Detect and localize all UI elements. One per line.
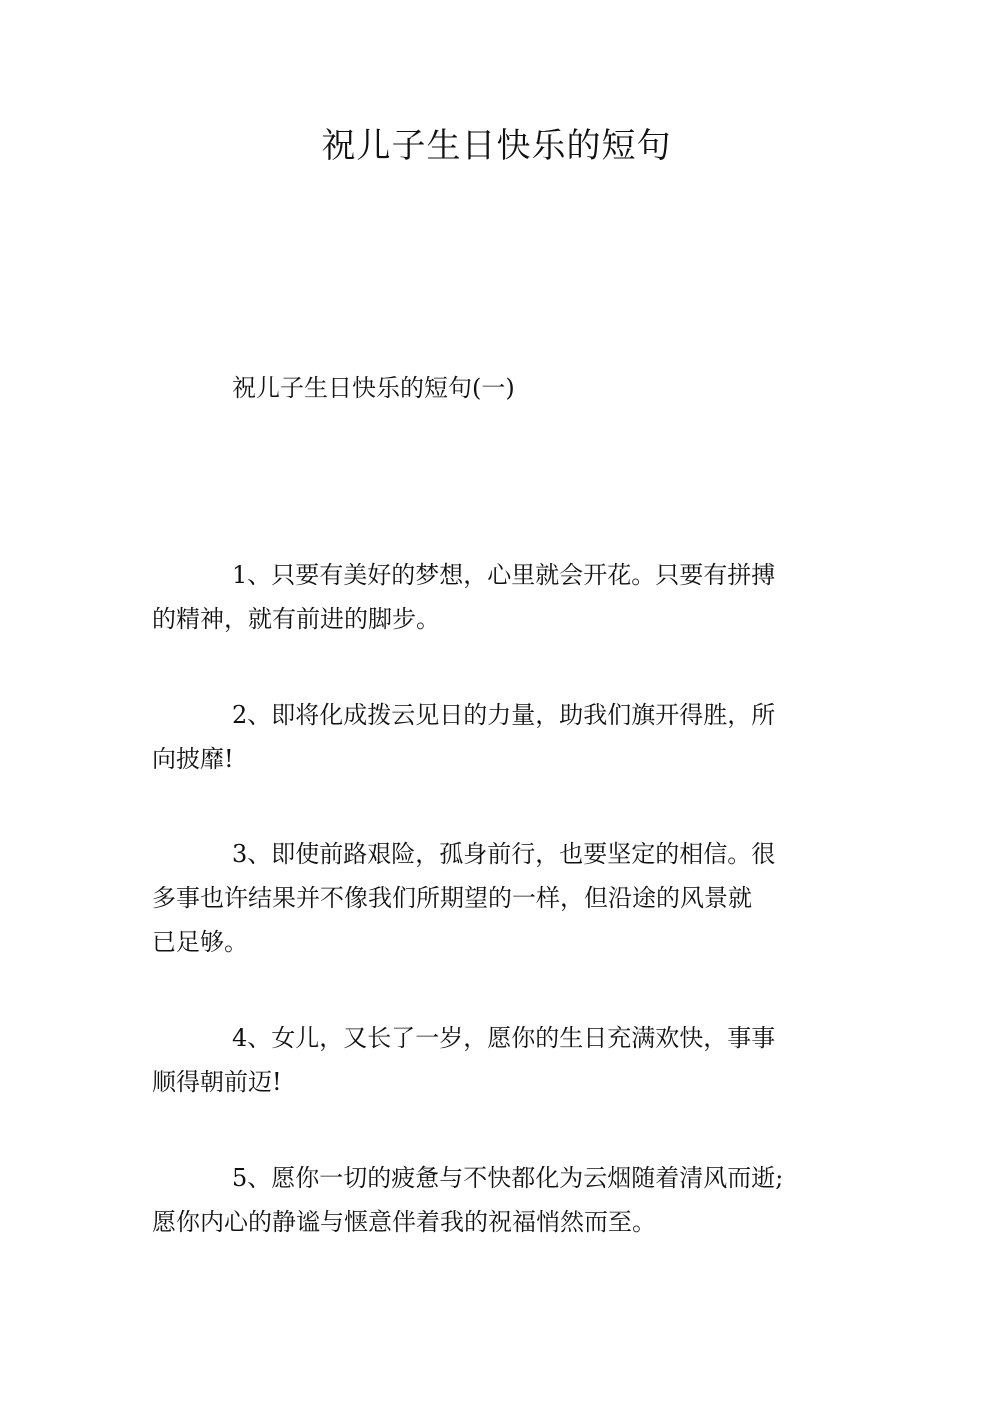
wish-item-2 — [152, 693, 832, 781]
wish-item-3-line-1: 3、即使前路艰险，孤身前行，也要坚定的相信。很 — [232, 840, 776, 868]
section-heading: 祝儿子生日快乐的短句(一) — [232, 374, 515, 402]
wish-item-3 — [152, 832, 832, 964]
document-title: 祝儿子生日快乐的短句 — [321, 126, 672, 166]
wish-item-1-line-2: 的精神，就有前进的脚步。 — [152, 605, 440, 633]
wish-item-3-line-3: 已足够。 — [152, 928, 248, 956]
wish-item-5 — [152, 1156, 832, 1244]
wish-item-2-line-2: 向披靡! — [152, 745, 234, 773]
wish-item-5-line-1: 5、愿你一切的疲惫与不快都化为云烟随着清风而逝; — [232, 1164, 784, 1192]
wish-item-2-line-1: 2、即将化成拨云见日的力量，助我们旗开得胜，所 — [232, 701, 776, 729]
wish-item-1-line-1: 1、只要有美好的梦想，心里就会开花。只要有拼搏 — [232, 561, 776, 589]
wish-item-4-line-2: 顺得朝前迈! — [152, 1068, 282, 1096]
wish-item-3-line-2: 多事也许结果并不像我们所期望的一样，但沿途的风景就 — [152, 884, 752, 912]
wish-item-4 — [152, 1016, 832, 1104]
wish-item-5-line-2: 愿你内心的静谧与惬意伴着我的祝福悄然而至。 — [152, 1208, 656, 1236]
wish-item-1 — [152, 553, 832, 641]
wish-item-4-line-1: 4、女儿，又长了一岁，愿你的生日充满欢快，事事 — [232, 1024, 776, 1052]
